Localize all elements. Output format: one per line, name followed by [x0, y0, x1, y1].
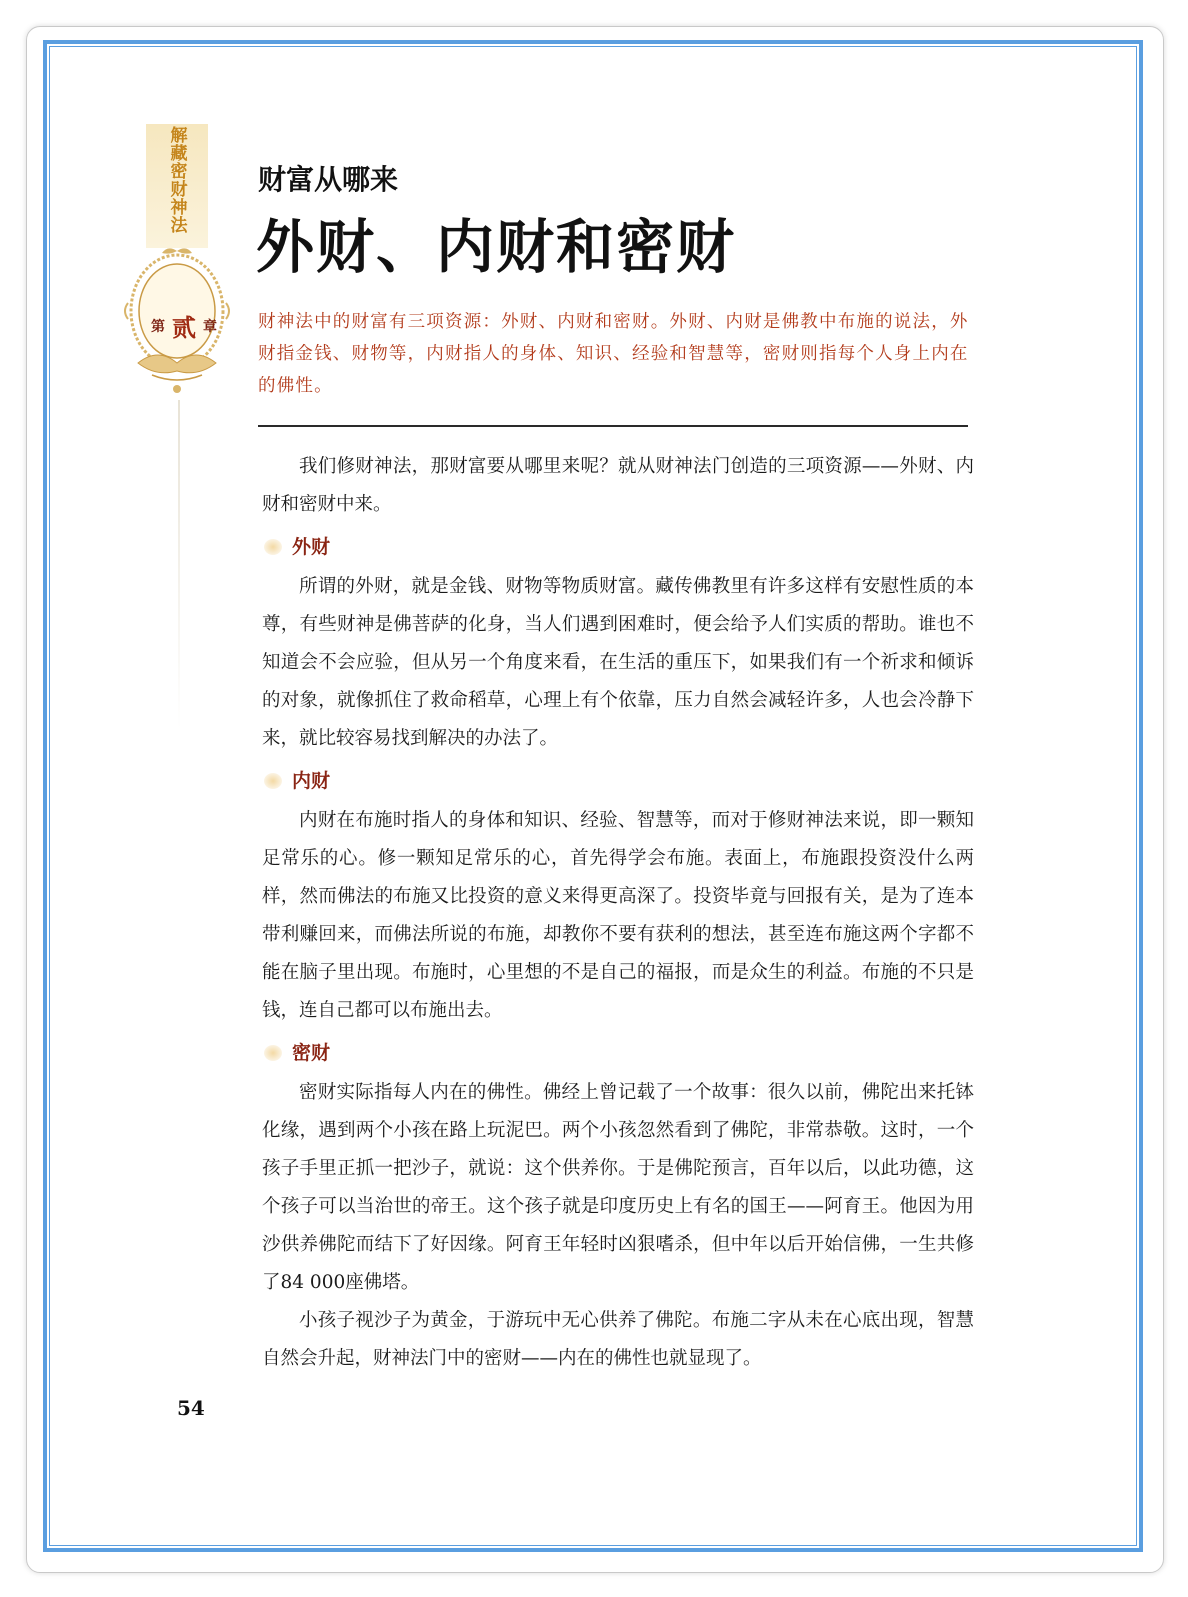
section-subtitle: 财富从哪来	[258, 163, 399, 196]
page-title: 外财、内财和密财	[256, 213, 737, 281]
chapter-label	[151, 308, 217, 343]
paragraph: 所谓的外财，就是金钱、财物等物质财富。藏传佛教里有许多这样有安慰性质的本尊，有些财神是佛菩萨的化身，当人们遇到困难时，便会给予人们实质的帮助。谁也不知道会不会应验，但从另一个角度来看，在生活的重压下，如果我们有一个祈求和倾诉的对象，就像抓住了救命稻草，心理上有个依靠，压力自然会减轻许多，人也会冷静下来，就比较容易找到解决的办法了。	[262, 576, 974, 749]
paragraph: 密财实际指每人内在的佛性。佛经上曾记载了一个故事：很久以前，佛陀出来托钵化缘，遇到两个小孩在路上玩泥巴。两个小孩忽然看到了佛陀，非常恭敬。这时，一个孩子手里正抓一把沙子，就说：这个供养你。于是佛陀预言，百年以后，以此功德，这个孩子可以当治世的帝王。这个孩子就是印度历史上有名的国王——阿育王。他因为用沙供养佛陀而结下了好因缘。阿育王年轻时凶狠嗜杀，但中年以后开始信佛，一生共修了84 000座佛塔。	[262, 1082, 974, 1293]
chapter-prefix: 第	[151, 318, 165, 335]
section-heading-text: 密财	[292, 1042, 331, 1064]
section-heading-secret-wealth	[262, 1038, 974, 1068]
article-body	[262, 448, 974, 1378]
chapter-number: 贰	[172, 314, 196, 342]
section-heading-outer-wealth	[262, 532, 974, 562]
opening-paragraph: 我们修财神法，那财富要从哪里来呢？就从财神法门创造的三项资源——外财、内财和密财中来。	[262, 456, 974, 515]
book-title: 解藏密财神法	[166, 126, 187, 234]
intro-summary: 财神法中的财富有三项资源：外财、内财和密财。外财、内财是佛教中布施的说法，外财指金钱、财物等，内财指人的身体、知识、经验和智慧等，密财则指每个人身上内在的佛性。	[258, 312, 969, 396]
paragraph: 内财在布施时指人的身体和知识、经验、智慧等，而对于修财神法来说，即一颗知足常乐的心。修一颗知足常乐的心，首先得学会布施。表面上，布施跟投资没什么两样，然而佛法的布施又比投资的意义来得更高深了。投资毕竟与回报有关，是为了连本带利赚回来，而佛法所说的布施，却教你不要有获利的想法，甚至连布施这两个字都不能在脑子里出现。布施时，心里想的不是自己的福报，而是众生的利益。布施的不只是钱，连自己都可以布施出去。	[262, 810, 974, 1021]
heading-ornament-icon	[264, 1045, 282, 1061]
header-divider	[258, 425, 968, 427]
chapter-suffix: 章	[203, 318, 217, 335]
heading-ornament-icon	[264, 539, 282, 555]
section-heading-text: 内财	[292, 770, 331, 792]
paragraph: 小孩子视沙子为黄金，于游玩中无心供养了佛陀。布施二字从未在心底出现，智慧自然会升起，财神法门中的密财——内在的佛性也就显现了。	[262, 1310, 974, 1369]
section-heading-text: 外财	[292, 536, 331, 558]
side-divider	[178, 400, 180, 730]
book-title-strip	[146, 124, 208, 248]
section-heading-inner-wealth	[262, 766, 974, 796]
heading-ornament-icon	[264, 773, 282, 789]
page-number: 54	[177, 1396, 205, 1420]
